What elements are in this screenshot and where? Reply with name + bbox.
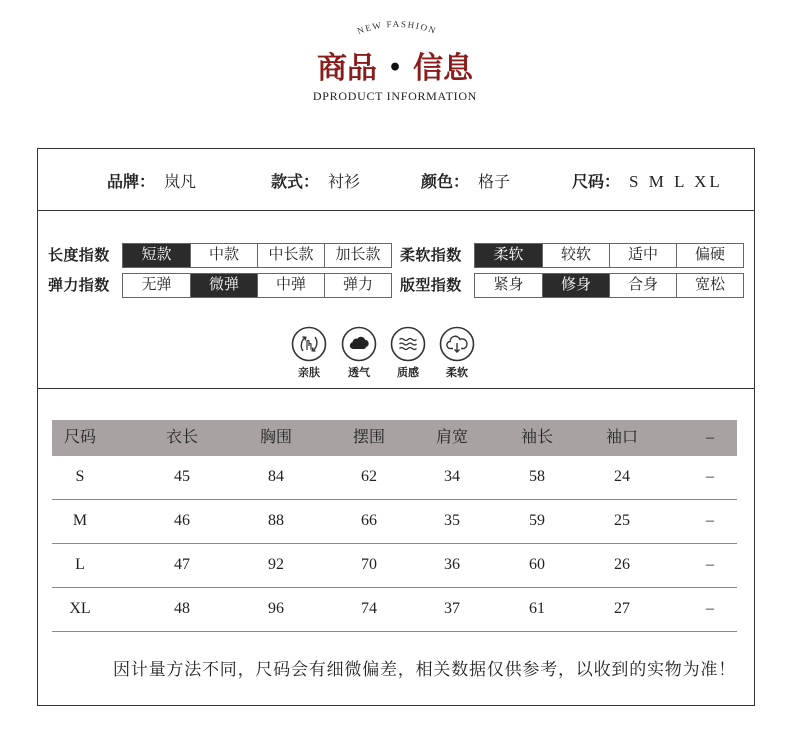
- measurement-cell: 70: [361, 556, 377, 573]
- size-value: S M L XL: [629, 172, 723, 191]
- brand-value: 岚凡: [164, 174, 197, 191]
- index-group: [48, 243, 392, 268]
- index-scale: [122, 273, 392, 298]
- table-row: [52, 544, 737, 588]
- index-group: [400, 273, 744, 298]
- feature-soft: [437, 325, 477, 380]
- measurement-cell: 60: [529, 556, 545, 573]
- page-subtitle: DPRODUCT INFORMATION: [312, 89, 478, 103]
- index-label: 长度指数: [48, 246, 110, 264]
- table-header-row: [52, 420, 737, 456]
- column-header: 胸围: [259, 429, 293, 446]
- measurement-cell: 34: [444, 468, 460, 485]
- measurement-cell: 88: [268, 512, 284, 529]
- measurement-cell: –: [706, 556, 714, 573]
- column-header: 衣长: [165, 429, 199, 446]
- index-option-selected: 柔软: [475, 244, 542, 267]
- title-separator: •: [387, 55, 403, 81]
- measurement-cell: 45: [174, 468, 190, 485]
- column-header: 袖长: [520, 429, 554, 446]
- measurement-cell: 59: [529, 512, 545, 529]
- index-label: 弹力指数: [48, 276, 110, 294]
- index-option: 适中: [609, 244, 676, 267]
- measurement-cell: –: [706, 600, 714, 617]
- index-group: [400, 243, 744, 268]
- measurement-cell: 36: [444, 556, 460, 573]
- measurement-cell: 35: [444, 512, 460, 529]
- index-option: 加长款: [324, 244, 391, 267]
- index-scale: [474, 273, 744, 298]
- index-group: [48, 273, 392, 298]
- title-right: 信息: [413, 51, 474, 86]
- measurement-cell: 47: [174, 556, 190, 573]
- measurement-cell: 66: [361, 512, 377, 529]
- index-option: 中款: [190, 244, 257, 267]
- index-option: 偏硬: [676, 244, 743, 267]
- measurement-cell: 25: [614, 512, 630, 529]
- feature-texture: [388, 325, 428, 380]
- index-option-selected: 短款: [123, 244, 190, 267]
- size-label-cell: M: [72, 512, 88, 529]
- index-option-selected: 微弹: [190, 274, 257, 297]
- style-label: 款式：: [271, 172, 320, 191]
- divider: [38, 210, 754, 211]
- measurement-cell: 92: [268, 556, 284, 573]
- index-option: 弹力: [324, 274, 391, 297]
- measurement-cell: 96: [268, 600, 284, 617]
- size-label-cell: L: [75, 556, 85, 573]
- measurement-cell: 24: [614, 468, 630, 485]
- divider: [38, 388, 754, 389]
- column-header: 肩宽: [435, 429, 469, 446]
- index-option: 中弹: [257, 274, 324, 297]
- color-label: 颜色：: [421, 172, 470, 191]
- feature-label: 亲肤: [298, 366, 320, 379]
- size-info: [572, 172, 723, 193]
- index-scale: [122, 243, 392, 268]
- product-info-box: [37, 148, 755, 706]
- breathable-icon: [340, 325, 378, 363]
- measurement-note: 因计量方法不同，尺码会有细微偏差，相关数据仅供参考，以收到的实物为准！: [113, 660, 736, 679]
- size-table: [52, 420, 737, 632]
- column-header: 袖口: [605, 429, 639, 446]
- index-scale: [474, 243, 744, 268]
- color-info: [421, 172, 510, 193]
- measurement-cell: 27: [614, 600, 630, 617]
- index-label: 柔软指数: [400, 246, 462, 264]
- index-label: 版型指数: [400, 276, 462, 294]
- title-left: 商品: [316, 51, 377, 86]
- brand-label: 品牌：: [107, 172, 156, 191]
- index-option: 合身: [609, 274, 676, 297]
- size-label-cell: S: [75, 468, 85, 485]
- feature-skin-friendly: [289, 325, 329, 380]
- brand-info: [107, 172, 196, 193]
- feature-label: 质感: [397, 366, 419, 379]
- measurement-cell: 58: [529, 468, 545, 485]
- size-label: 尺码：: [572, 172, 621, 191]
- measurement-cell: 37: [444, 600, 460, 617]
- index-option: 紧身: [493, 277, 524, 293]
- measurement-cell: 46: [174, 512, 190, 529]
- column-header: –: [706, 429, 714, 446]
- table-row: [52, 456, 737, 500]
- feature-label: 柔软: [446, 366, 468, 379]
- skin-friendly-icon: [290, 325, 328, 363]
- soft-icon: [438, 325, 476, 363]
- style-info: [271, 172, 360, 193]
- index-option: 无弹: [141, 277, 172, 293]
- table-row: [52, 500, 737, 544]
- measurement-cell: 84: [268, 468, 284, 485]
- index-option-selected: 修身: [542, 274, 609, 297]
- measurement-cell: 74: [361, 600, 377, 617]
- texture-icon: [389, 325, 427, 363]
- tagline-text: NEW FASHION: [355, 18, 439, 37]
- measurement-cell: 61: [529, 600, 545, 617]
- color-value: 格子: [478, 174, 511, 191]
- tagline: [356, 19, 438, 36]
- feature-breathable: [339, 325, 379, 380]
- feature-label: 透气: [348, 366, 370, 379]
- measurement-cell: –: [706, 512, 714, 529]
- size-label-cell: XL: [69, 600, 91, 617]
- style-value: 衬衫: [328, 174, 361, 191]
- index-option: 较软: [542, 244, 609, 267]
- column-header: 摆围: [352, 429, 386, 446]
- table-row: [52, 588, 737, 632]
- measurement-cell: –: [706, 468, 714, 485]
- index-option: 中长款: [257, 244, 324, 267]
- page-title: [0, 48, 790, 89]
- column-header: 尺码: [63, 429, 97, 446]
- index-option: 宽松: [676, 274, 743, 297]
- measurement-cell: 26: [614, 556, 630, 573]
- measurement-cell: 48: [174, 600, 190, 617]
- measurement-cell: 62: [361, 468, 377, 485]
